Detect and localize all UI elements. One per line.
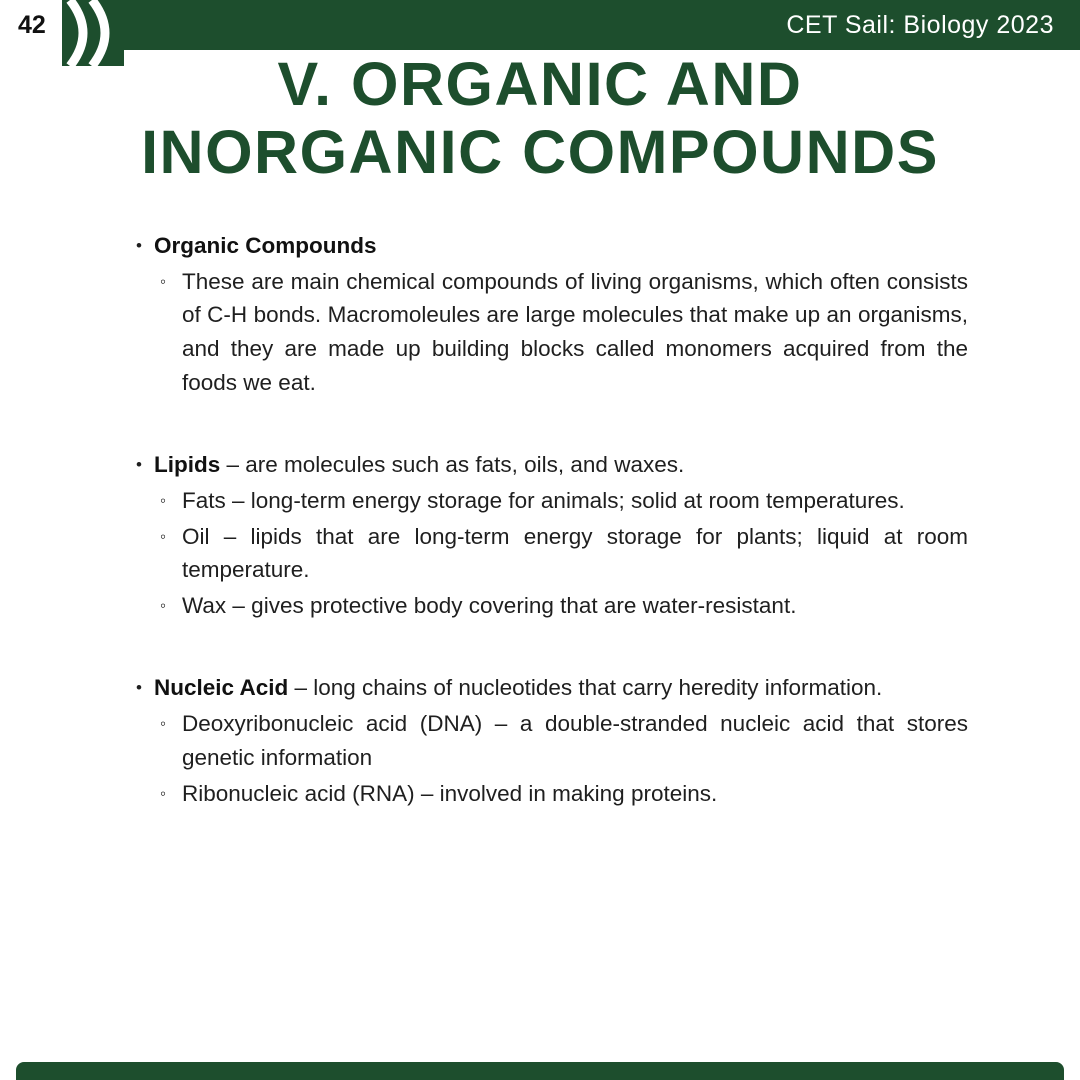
section-heading-rest: – long chains of nucleotides that carry heredity information. — [288, 675, 883, 701]
subitem-text: These are main chemical compounds of living organisms, which often consists of C-H bonds. Macromoleules are large molecules that make up an organisms, and they are made up building blocks called monomers acquired from the foods we eat. — [182, 268, 968, 395]
section-heading-bold: Nucleic Acid — [154, 675, 289, 701]
list-subitem — [160, 589, 968, 623]
section-organic-compounds — [136, 229, 968, 400]
subitem-text: Oil – lipids that are long-term energy storage for plants; liquid at room temperature. — [182, 523, 968, 583]
section-heading — [154, 671, 968, 705]
circle-bullet-icon: ◦ — [160, 783, 167, 803]
bullet-icon: • — [136, 678, 142, 698]
bullet-icon: • — [136, 454, 142, 474]
page-number — [0, 0, 62, 50]
circle-bullet-icon: ◦ — [160, 596, 167, 616]
bottom-bar — [16, 1062, 1064, 1080]
bullet-icon: • — [136, 235, 142, 255]
section-lipids — [136, 448, 968, 624]
list-subitem — [160, 707, 968, 775]
content — [136, 229, 968, 811]
circle-bullet-icon: ◦ — [160, 714, 167, 734]
list-subitem — [160, 484, 968, 518]
section-heading — [154, 448, 968, 482]
header-stripes-decoration — [62, 0, 124, 66]
section-heading — [154, 229, 968, 263]
subitem-text: Deoxyribonucleic acid (DNA) – a double-stranded nucleic acid that stores genetic information — [182, 711, 968, 770]
list-item — [136, 671, 968, 705]
header-bar — [0, 0, 1080, 50]
page-title — [20, 50, 1060, 187]
circle-bullet-icon: ◦ — [160, 271, 167, 291]
section-nucleic-acid — [136, 671, 968, 811]
list-item — [136, 229, 968, 263]
list-item — [136, 448, 968, 482]
circle-bullet-icon: ◦ — [160, 490, 167, 510]
page-title-line1: V. ORGANIC AND — [277, 50, 803, 118]
subitem-text: Ribonucleic acid (RNA) – involved in making proteins. — [182, 780, 718, 806]
header-title: CET Sail: Biology 2023 — [786, 10, 1054, 39]
section-heading-bold: Organic Compounds — [154, 232, 377, 258]
circle-bullet-icon: ◦ — [160, 526, 167, 546]
list-subitem — [160, 265, 968, 400]
page-number-value: 42 — [18, 10, 46, 39]
subitem-text: Fats – long-term energy storage for animals; solid at room temperatures. — [182, 487, 905, 513]
page-title-line2: INORGANIC COMPOUNDS — [141, 118, 939, 187]
section-heading-bold: Lipids — [154, 451, 221, 477]
list-subitem — [160, 520, 968, 588]
subitem-text: Wax – gives protective body covering that are water-resistant. — [182, 593, 797, 619]
curved-stripes-icon — [62, 0, 124, 66]
list-subitem — [160, 777, 968, 811]
section-heading-rest: – are molecules such as fats, oils, and waxes. — [220, 451, 685, 477]
